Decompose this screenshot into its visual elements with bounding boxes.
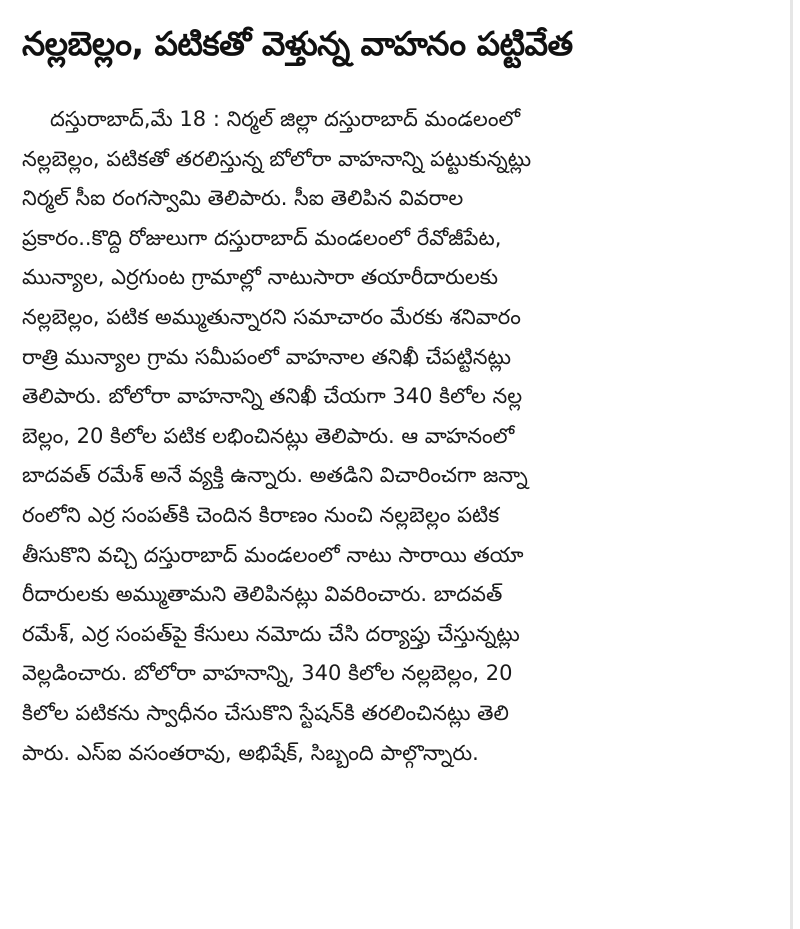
article-line: కిలోల పటికను స్వాధీనం చేసుకొని స్టేషన్‌కి తరలించినట్లు తెలి [22, 700, 509, 725]
article-line: రమేశ్, ఎర్ర సంపత్‌పై కేసులు నమోదు చేసి దర్యాప్తు చేస్తున్నట్లు [22, 621, 520, 646]
article-line: బాదవత్ రమేశ్ అనే వ్యక్తి ఉన్నారు. అతడిని విచారించగా జన్నా [22, 463, 528, 488]
article-line: దస్తురాబాద్,మే 18 : నిర్మల్ జిల్లా దస్తురాబాద్ మండలంలో [50, 107, 521, 131]
article-line: రీదారులకు అమ్ముతామని తెలిపినట్లు వివరించారు. బాదవత్ [22, 582, 503, 607]
article-line: నల్లబెల్లం, పటికతో తరలిస్తున్న బోలోరా వాహనాన్ని పట్టుకున్నట్లు [22, 146, 532, 171]
article-line: మున్యాల, ఎర్రగుంట గ్రామాల్లో నాటుసారా తయారీదారులకు [22, 265, 499, 290]
headline: నల్లబెల్లం, పటికతో వెళ్తున్న వాహనం పట్టివేత [22, 24, 573, 63]
article-line: వెల్లడించారు. బోలోరా వాహనాన్ని, 340 కిలోల నల్లబెల్లం, 20 [22, 661, 513, 686]
article-body [22, 100, 764, 773]
article-line: నల్లబెల్లం, పటిక అమ్ముతున్నారని సమాచారం మేరకు శనివారం [22, 304, 521, 329]
article-line: రంలోని ఎర్ర సంపత్‌కి చెందిన కిరాణం నుంచి నల్లబెల్లం పటిక [22, 502, 500, 527]
right-edge-rule [790, 0, 793, 929]
article-line: తెలిపారు. బోలోరా వాహనాన్ని తనిఖీ చేయగా 340 కిలోల నల్ల [22, 384, 523, 409]
article-line: నిర్మల్ సీఐ రంగస్వామి తెలిపారు. సీఐ తెలిపిన వివరాల [22, 186, 464, 211]
article-line: ప్రకారం..కొద్ది రోజులుగా దస్తురాబాద్ మండలంలో రేవోజీపేట, [22, 225, 502, 250]
article-line: తీసుకొని వచ్చి దస్తురాబాద్ మండలంలో నాటు సారాయి తయా [22, 542, 524, 567]
article-line: పారు. ఎస్ఐ వసంతరావు, అభిషేక్, సిబ్బంది పాల్గొన్నారు. [22, 740, 479, 765]
article-line: బెల్లం, 20 కిలోల పటిక లభించినట్లు తెలిపారు. ఆ వాహనంలో [22, 423, 515, 448]
article-line: రాత్రి మున్యాల గ్రామ సమీపంలో వాహనాల తనిఖీ చేపట్టినట్లు [22, 344, 511, 369]
